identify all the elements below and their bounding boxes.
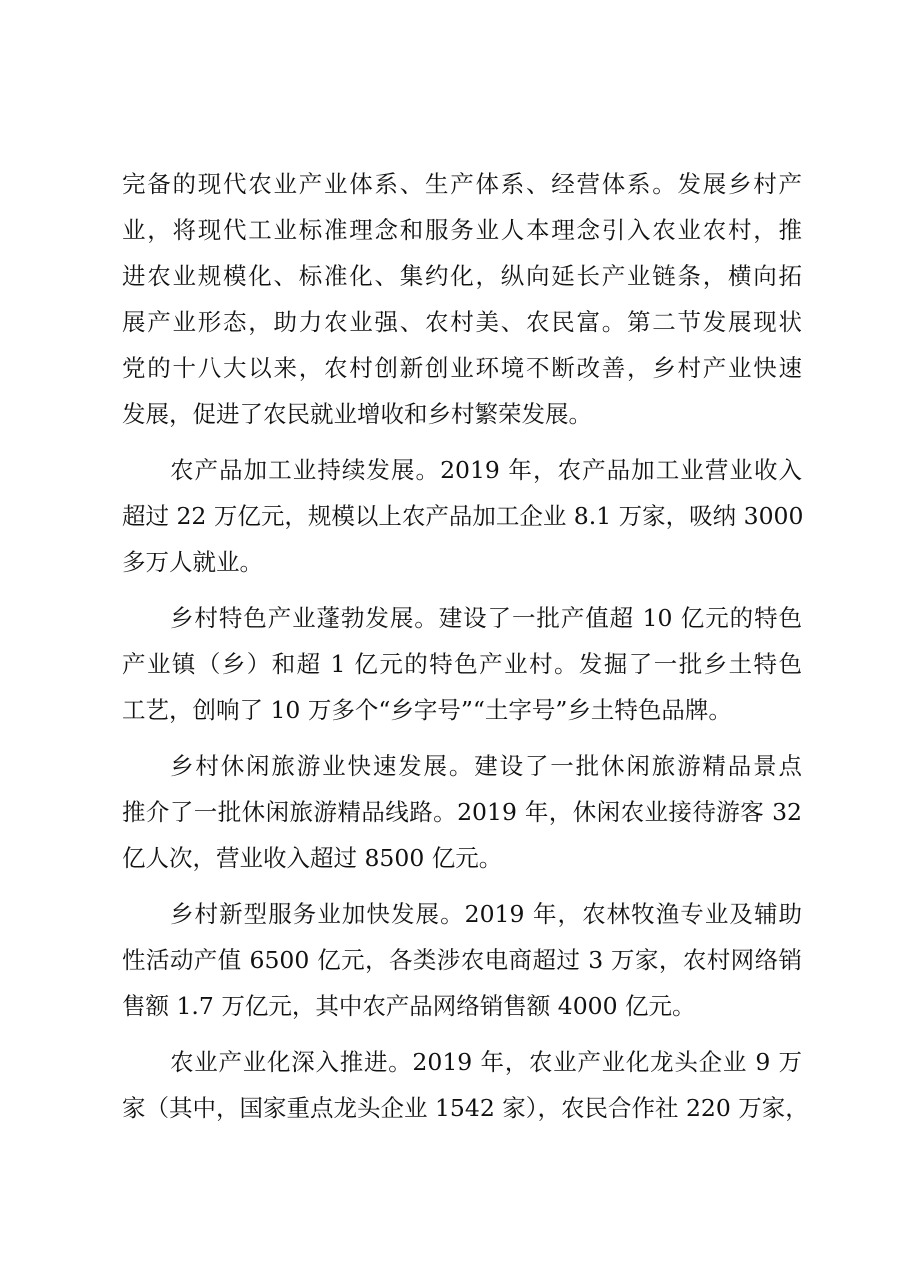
text-line: 产业镇（乡）和超 1 亿元的特色产业村。发掘了一批乡土特色 bbox=[122, 650, 802, 678]
text-line: 党的十八大以来，农村创新创业环境不断改善，乡村产业快速 bbox=[122, 354, 802, 382]
text-line: 工艺，创响了 10 万多个“乡字号”“土字号”乡土特色品牌。 bbox=[122, 696, 732, 724]
paragraph bbox=[122, 595, 802, 733]
text-line: 展产业形态，助力农业强、农村美、农民富。第二节发展现状 bbox=[122, 308, 802, 336]
text-line: 完备的现代农业产业体系、生产体系、经营体系。发展乡村产 bbox=[122, 170, 802, 198]
text-line: 业，将现代工业标准理念和服务业人本理念引入农业农村，推 bbox=[122, 216, 802, 244]
text-line: 家（其中，国家重点龙头企业 1542 家），农民合作社 220 万家， bbox=[122, 1094, 809, 1122]
text-line: 超过 22 万亿元，规模以上农产品加工企业 8.1 万家，吸纳 3000 bbox=[122, 502, 804, 530]
text-line: 推介了一批休闲旅游精品线路。2019 年，休闲农业接待游客 32 bbox=[122, 798, 802, 826]
text-line: 亿人次，营业收入超过 8500 亿元。 bbox=[122, 844, 503, 872]
text-line: 进农业规模化、标准化、集约化，纵向延长产业链条，横向拓 bbox=[122, 262, 802, 290]
text-line: 多万人就业。 bbox=[122, 548, 263, 576]
text-line: 农业产业化深入推进。2019 年，农业产业化龙头企业 9 万 bbox=[170, 1048, 802, 1076]
paragraph bbox=[122, 891, 802, 1029]
text-line: 售额 1.7 万亿元，其中农产品网络销售额 4000 亿元。 bbox=[122, 992, 696, 1020]
document-body bbox=[122, 161, 809, 1131]
paragraph bbox=[122, 743, 802, 881]
paragraph bbox=[122, 1039, 809, 1131]
paragraph bbox=[122, 447, 802, 585]
text-line: 性活动产值 6500 亿元，各类涉农电商超过 3 万家，农村网络销 bbox=[122, 946, 802, 974]
text-line: 农产品加工业持续发展。2019 年，农产品加工业营业收入 bbox=[170, 456, 802, 484]
text-line: 乡村特色产业蓬勃发展。建设了一批产值超 10 亿元的特色 bbox=[170, 604, 802, 632]
text-line: 乡村新型服务业加快发展。2019 年，农林牧渔专业及辅助 bbox=[170, 900, 802, 928]
text-line: 发展，促进了农民就业增收和乡村繁荣发展。 bbox=[122, 400, 592, 428]
text-line: 乡村休闲旅游业快速发展。建设了一批休闲旅游精品景点 bbox=[170, 752, 802, 780]
paragraph bbox=[122, 161, 802, 437]
